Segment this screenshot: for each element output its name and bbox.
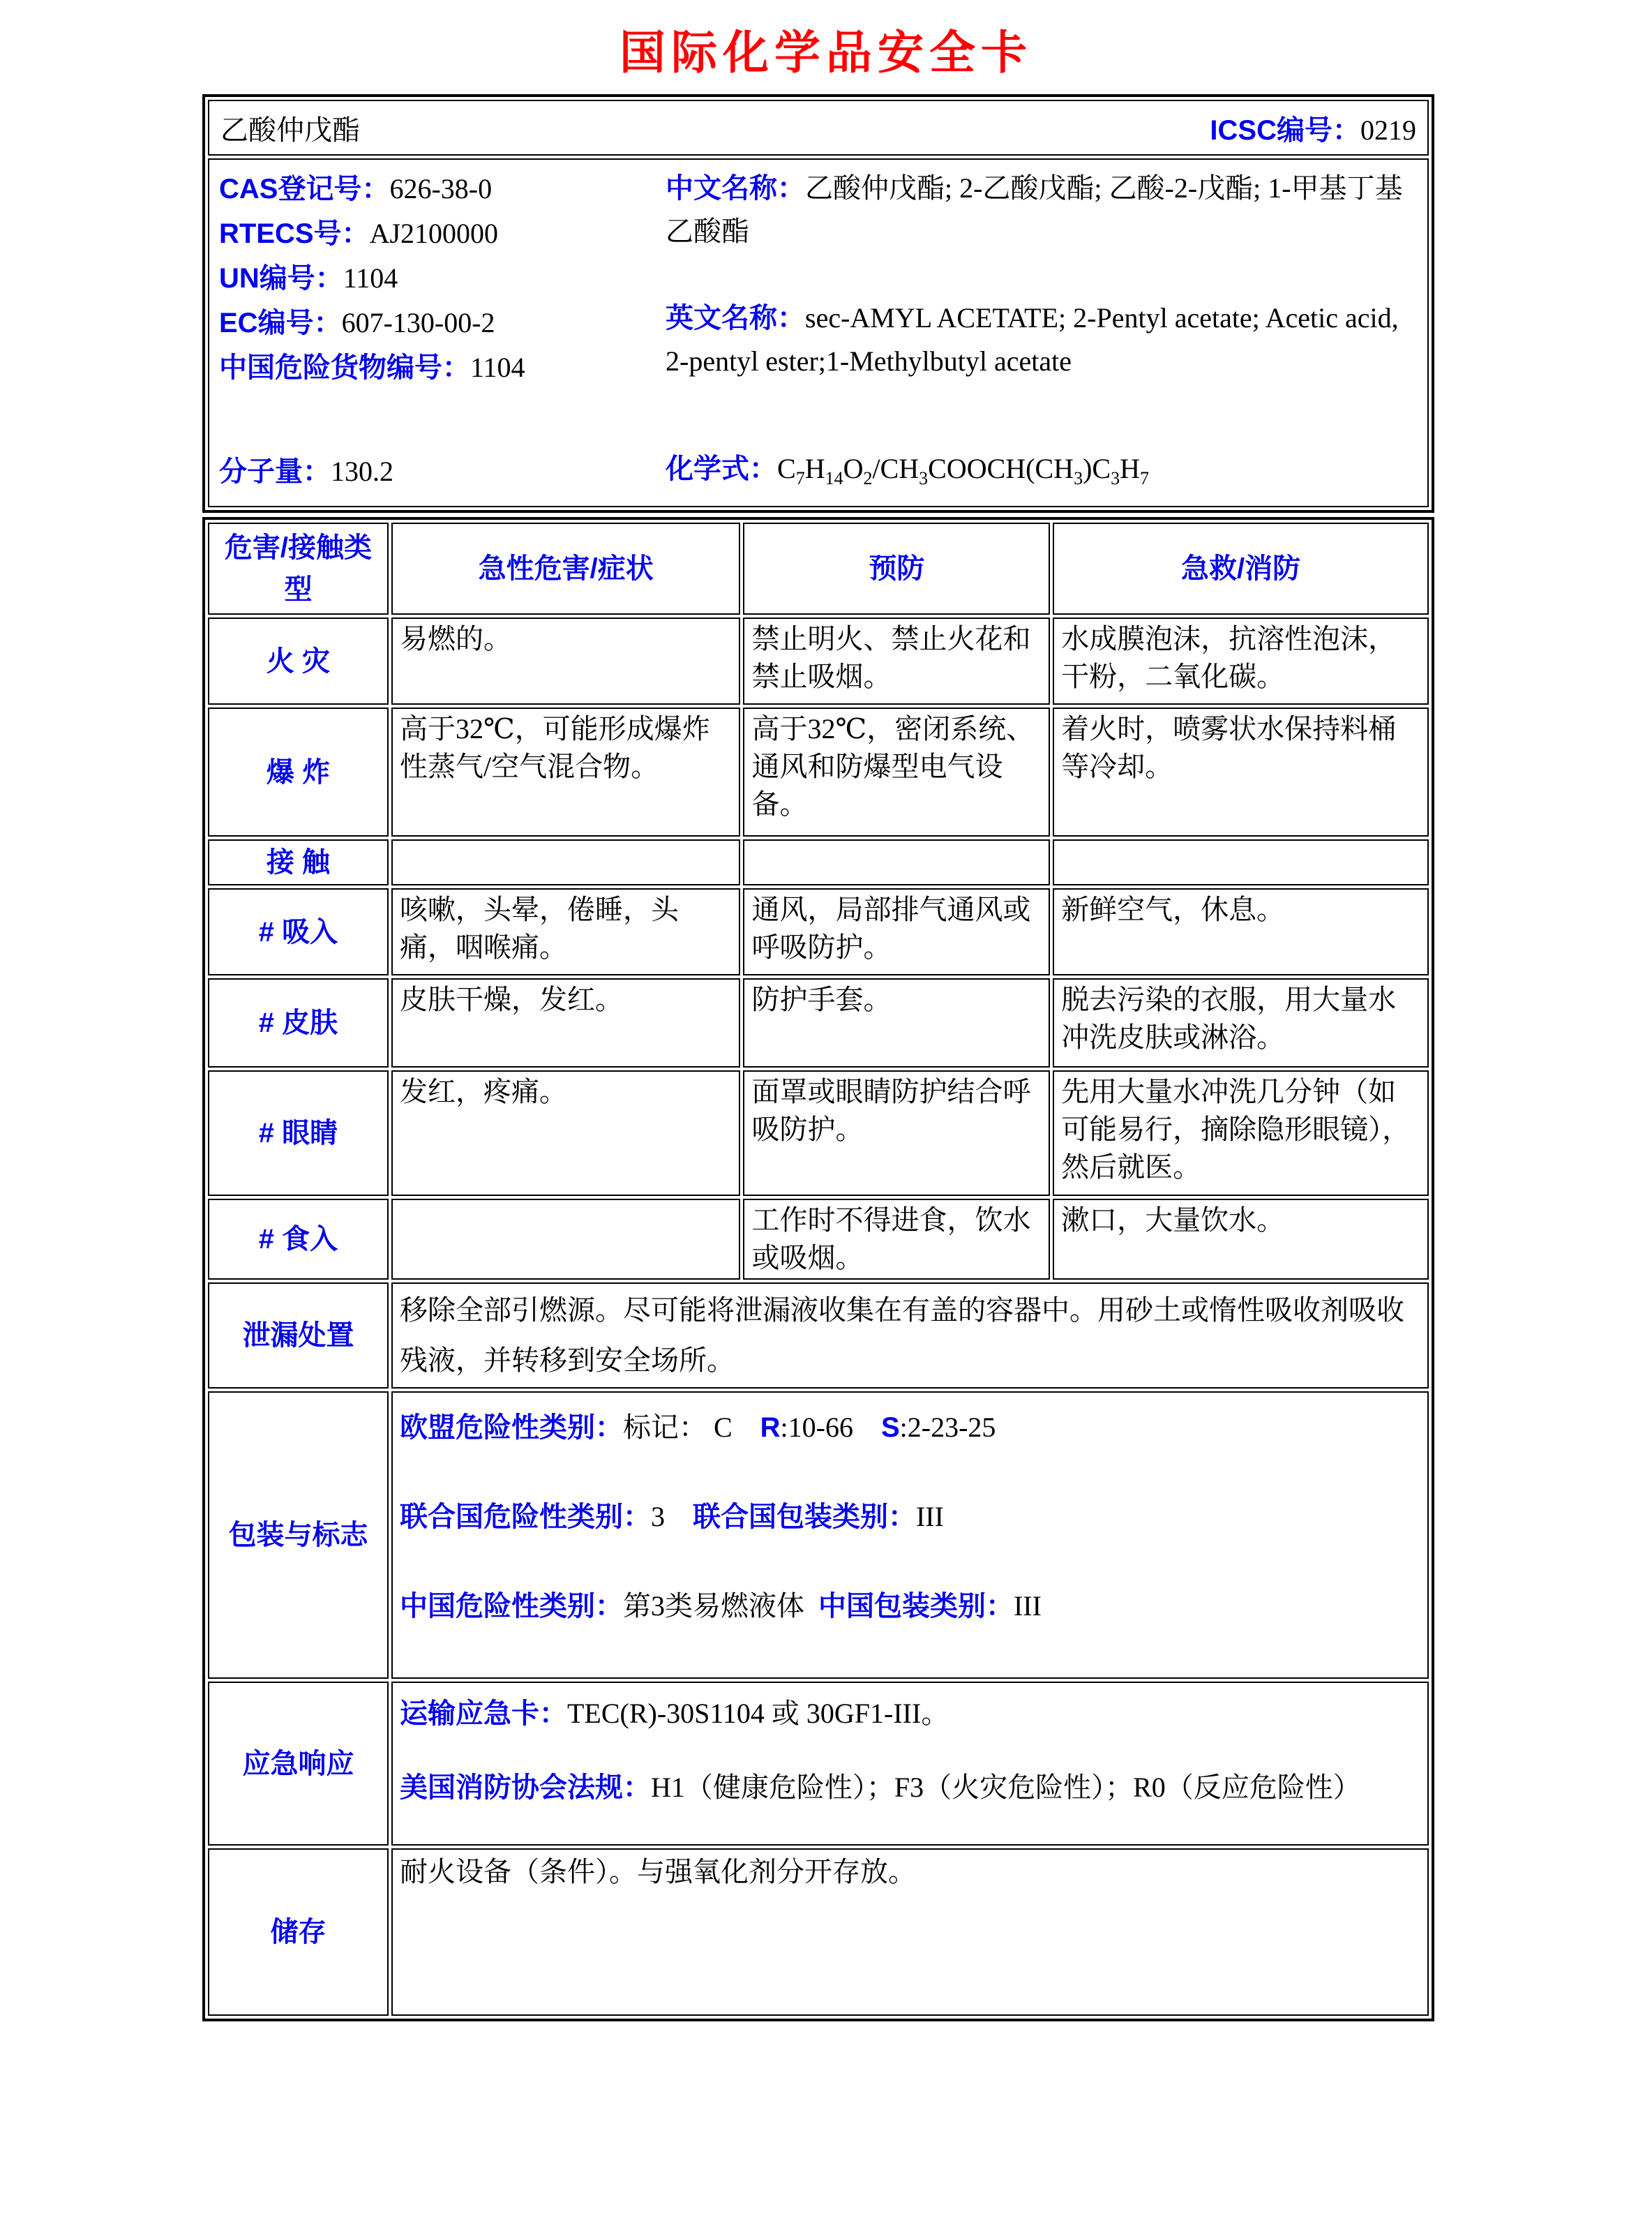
id-value: 607-130-00-2 (341, 307, 495, 338)
chemical-formula-label: 化学式： (666, 454, 777, 484)
field-label: S (880, 1412, 900, 1443)
molecular-weight-value: 130.2 (331, 456, 393, 487)
prevention-cell: 防护手套。 (743, 978, 1050, 1068)
hazard-type-label: # 皮肤 (208, 978, 389, 1068)
section-content-storage (391, 1848, 1429, 2016)
id-line (219, 345, 666, 390)
id-line (219, 167, 666, 211)
icsc-number (1210, 108, 1416, 148)
section-text-line (400, 1285, 1420, 1386)
formula-subscript: 7 (1139, 468, 1149, 488)
symptoms-cell: 高于32℃，可能形成爆炸性蒸气/空气混合物。 (391, 708, 741, 837)
hazard-table (202, 517, 1434, 2021)
chemical-name: 乙酸仲戊酯 (220, 114, 360, 146)
field-value: 3 (650, 1501, 693, 1532)
hazard-row-inhalation (208, 888, 1429, 975)
id-value: 1104 (470, 352, 525, 383)
id-label: CAS登记号： (219, 174, 390, 204)
firstaid-cell: 先用大量水冲洗几分钟（如可能易行，摘除隐形眼镜），然后就医。 (1053, 1070, 1429, 1196)
field-value: III (1013, 1590, 1042, 1622)
hazard-column-header: 急性危害/症状 (391, 523, 741, 615)
hazard-type-label: 爆 炸 (208, 708, 389, 837)
id-label: RTECS号： (219, 218, 370, 249)
hazard-column-header: 预防 (743, 523, 1050, 615)
field-value: III (915, 1501, 944, 1532)
id-label: UN编号： (219, 263, 343, 294)
hazard-type-label: # 吸入 (208, 888, 389, 975)
hazard-type-label: # 食入 (208, 1199, 389, 1280)
hazard-row-ingestion (208, 1199, 1429, 1280)
prevention-cell: 通风，局部排气通风或呼吸防护。 (743, 888, 1050, 975)
symptoms-cell: 发红，疼痛。 (391, 1070, 741, 1196)
firstaid-cell: 水成膜泡沫，抗溶性泡沫，干粉，二氧化碳。 (1053, 618, 1429, 705)
hazard-type-label: 接 触 (208, 839, 389, 885)
hazard-type-label: # 眼睛 (208, 1070, 389, 1196)
id-line (219, 256, 666, 301)
chinese-names-value: 乙酸仲戊酯; 2-乙酸戊酯; 乙酸-2-戊酯; 1-甲基丁基乙酸酯 (666, 172, 1403, 247)
hazard-row-eyes (208, 1070, 1429, 1196)
field-label: 欧盟危险性类别： (399, 1412, 623, 1443)
field-value: 第3类易燃液体 (622, 1590, 818, 1622)
symptoms-cell: 皮肤干燥，发红。 (391, 978, 741, 1068)
symptoms-cell: 易燃的。 (391, 618, 741, 705)
id-line (219, 301, 666, 345)
section-label-storage: 储存 (208, 1848, 389, 2016)
formula-subscript: 3 (1111, 468, 1120, 488)
prevention-cell (743, 839, 1050, 885)
section-text-line (400, 1408, 1420, 1447)
molecular-weight (219, 449, 666, 489)
registry-numbers (219, 167, 666, 489)
section-text-line (400, 1497, 1420, 1536)
prevention-cell: 禁止明火、禁止火花和禁止吸烟。 (743, 618, 1050, 705)
hazard-row-skin (208, 978, 1429, 1068)
section-label-response: 应急响应 (208, 1682, 389, 1846)
card-header-row (208, 100, 1429, 156)
section-row-packaging (208, 1391, 1429, 1679)
id-value: 1104 (343, 262, 398, 294)
prevention-cell: 面罩或眼睛防护结合呼吸防护。 (743, 1070, 1050, 1196)
card-header (220, 108, 1416, 148)
field-label: 中国危险性类别： (399, 1591, 623, 1622)
firstaid-cell (1053, 839, 1429, 885)
section-row-spillage (208, 1282, 1429, 1389)
formula-subscript: 7 (795, 468, 805, 488)
hazard-table-head (208, 523, 1429, 615)
field-label: 美国消防协会法规： (399, 1772, 651, 1803)
chemical-names (666, 167, 1418, 489)
icsc-number-value: 0219 (1360, 114, 1416, 146)
field-value: 移除全部引燃源。尽可能将泄漏液收集在有盖的容器中。用砂土或惰性吸收剂吸收残液，并转移到安全场所。 (399, 1294, 1404, 1376)
chinese-names-label: 中文名称： (666, 173, 805, 204)
field-label: 中国包装类别： (818, 1591, 1014, 1622)
hazard-row-fire (208, 618, 1429, 705)
english-names-value: sec-AMYL ACETATE; 2-Pentyl acetate; Acetic acid, 2-pentyl ester;1-Methylbutyl acetate (666, 302, 1399, 377)
symptoms-cell: 咳嗽，头晕，倦睡，头痛，咽喉痛。 (391, 888, 741, 975)
prevention-cell: 工作时不得进食，饮水或吸烟。 (743, 1199, 1050, 1280)
section-content-response (391, 1682, 1429, 1846)
section-text-line (400, 1587, 1420, 1626)
hazard-table-body (208, 618, 1429, 2016)
hazard-row-explosion (208, 708, 1429, 837)
id-label: 中国危险货物编号： (219, 352, 470, 383)
firstaid-cell: 新鲜空气，休息。 (1053, 888, 1429, 975)
molecular-weight-label: 分子量： (219, 456, 331, 487)
firstaid-cell: 脱去污染的衣服，用大量水冲洗皮肤或淋浴。 (1053, 978, 1429, 1068)
id-line (219, 211, 666, 256)
hazard-header-row (208, 523, 1429, 615)
hazard-column-header: 危害/接触类型 (208, 523, 389, 615)
field-value: :10-66 (780, 1412, 881, 1443)
chemical-formula: $C_7H_{14}O_2/CH_3COOCH(CH_3)C_3H_7$ (777, 453, 1149, 488)
english-names-label: 英文名称： (666, 303, 805, 334)
hazard-column-header: 急救/消防 (1053, 523, 1429, 615)
formula-subscript: 3 (1074, 468, 1083, 488)
section-text-line (400, 1693, 1420, 1735)
english-names (666, 297, 1418, 383)
identity-row (208, 158, 1429, 507)
section-content-packaging (391, 1391, 1429, 1679)
hazard-type-label: 火 灾 (208, 618, 389, 705)
id-value: AJ2100000 (369, 218, 499, 249)
section-row-response (208, 1682, 1429, 1846)
field-value: 标记： C (622, 1412, 760, 1443)
symptoms-cell (391, 839, 741, 885)
id-value: 626-38-0 (389, 173, 493, 204)
firstaid-cell: 漱口，大量饮水。 (1053, 1199, 1429, 1280)
section-text-line (400, 1851, 1420, 1893)
field-value: :2-23-25 (899, 1412, 996, 1443)
firstaid-cell: 着火时，喷雾状水保持料桶等冷却。 (1053, 708, 1429, 837)
hazard-row-exposure (208, 839, 1429, 885)
section-row-storage (208, 1848, 1429, 2016)
field-label: 联合国包装类别： (692, 1502, 916, 1532)
icsc-card (202, 94, 1434, 2021)
field-label: R (760, 1412, 781, 1443)
field-value: 耐火设备（条件）。与强氧化剂分开存放。 (399, 1856, 916, 1887)
chemical-formula-line (666, 447, 1418, 489)
page-title: 国际化学品安全卡 (620, 27, 1032, 78)
symptoms-cell (391, 1199, 741, 1280)
section-content-spillage (391, 1282, 1429, 1389)
formula-subscript: 14 (825, 468, 843, 488)
field-label: 运输应急卡： (399, 1698, 567, 1729)
icsc-number-label: ICSC编号： (1210, 114, 1360, 146)
formula-subscript: 2 (863, 468, 873, 488)
top-table (202, 94, 1434, 513)
section-text-line (400, 1767, 1420, 1809)
chinese-names (666, 167, 1418, 253)
section-label-packaging: 包装与标志 (208, 1391, 389, 1679)
field-value: H1（健康危险性）；F3（火灾危险性）；R0（反应危险性） (650, 1772, 1361, 1803)
field-value: TEC(R)-30S1104 或 30GF1-III。 (566, 1698, 949, 1729)
prevention-cell: 高于32℃，密闭系统、通风和防爆型电气设备。 (743, 708, 1050, 837)
id-list (219, 167, 666, 390)
section-label-spillage: 泄漏处置 (208, 1282, 389, 1389)
formula-subscript: 3 (919, 468, 929, 488)
field-label: 联合国危险性类别： (399, 1502, 651, 1532)
id-label: EC编号： (219, 308, 342, 338)
